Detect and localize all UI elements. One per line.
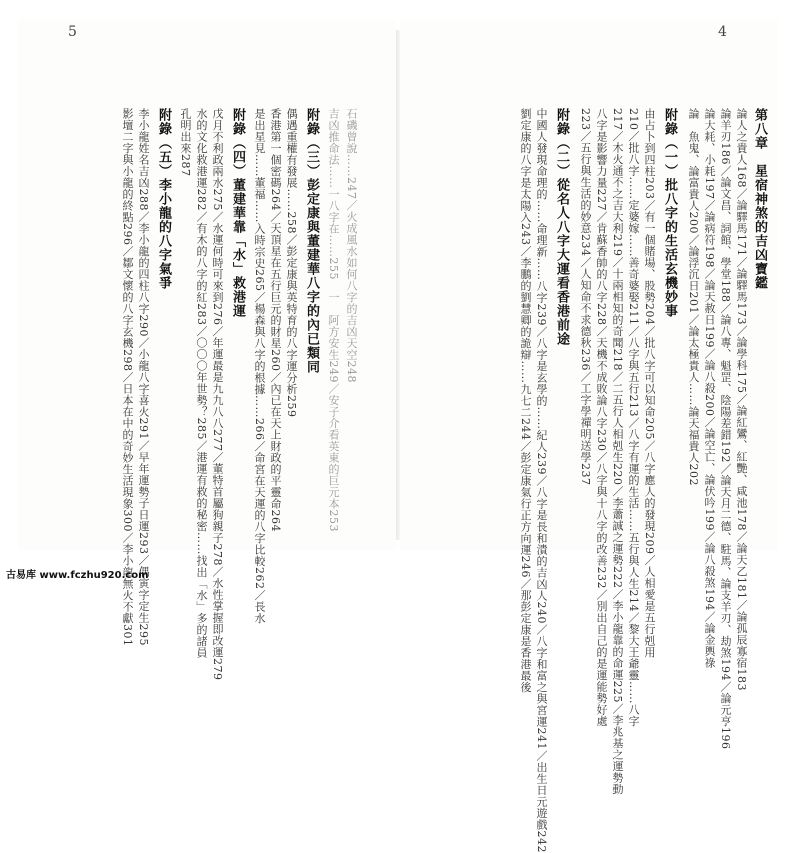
toc-line: 水的文化救港運282／有木的八字的紅283／〇〇〇年世勢？285／港運有救的秘密……找出「水」多的諸員 — [195, 108, 208, 659]
toc-line: 石磯曾說……247／火成風水如何八字的吉凶天空248 — [345, 108, 358, 383]
section-heading: 第八章 星宿神煞的吉凶寶鑑 — [752, 108, 767, 290]
toc-line: 論人之貴人168／論驛馬171／論驛馬173／論學科175／論紅鸞、紅艷、咸池178／論天乙181／論孤辰寡宿183 — [735, 108, 748, 691]
toc-line: 香港第一個密碼264／天頂星在五行巨元的財星260／內已在天上財政的平靈命264 — [269, 108, 282, 532]
toc-line: 八字是影響力量227／肯蘇香帥的八字228／天機不成敗論八字230／八字與十八字的改善232／別出自己的是運能勢好處 — [595, 108, 608, 727]
site-watermark: 古易库 www.fczhu920.com — [6, 570, 149, 581]
toc-line: 影壇二字與小龍的終點296／鄒文懷的八字玄機298／日本在中的奇妙生活現象300／李小龍無火不獻301 — [121, 108, 134, 647]
section-heading: 附錄（四）董建華靠「水」救港運 — [230, 108, 245, 318]
section-heading: 附錄（五）李小龍的八字氣爭 — [156, 108, 171, 290]
toc-line: 劉定康的八字是太陽入243／李鵬的劉慧卿的詭辯……九七二244／彭定康氣行正方向運246／那彭定康是香港最後 — [519, 108, 532, 693]
toc-line: 戊月不利政兩水275／水運何時可來到276／年運最是九九八八277／董特首屬狗親子278／水性掌握即改運279 — [211, 108, 224, 681]
right-page — [400, 20, 778, 853]
toc-line: 是出星見……董福……入時宗史265／楊森與八字的根據……266／命宮在天運的八字比較262／長水 — [253, 108, 266, 624]
section-heading: 附錄（三）彭定康與董建華八字的內已類同 — [304, 108, 319, 374]
toc-line: 吉凶推命法……一八字在……255 一 阿方安生249／安子介看英東的巨元本253 — [327, 108, 340, 532]
toc-line: 李小龍姓名吉凶288／李小龍的四柱八字290／小龍八字喜火291／早年運勢子日運293／偶寅字定生295 — [137, 108, 150, 646]
section-heading: 附錄（一）批八字的生活玄機妙事 — [662, 108, 677, 318]
toc-line: 由占卜到四柱203／有一個賭場、股勢204／批八字可以知命205／八字應人的發現209／人相愛是五行剋用 — [643, 108, 656, 658]
toc-line: 210／批八字……定婆嫁……善奇婆娶211／八字與五行213／八字有運的生活……五行與人生214／黎大王爺靈……八字 — [627, 108, 640, 727]
section-heading: 附錄（二）從名人八字大運看香港前途 — [554, 108, 569, 346]
toc-line: 偶遇重權有發展……258／彭定康與英特育的八字運分析259 — [285, 108, 298, 418]
toc-line: 論大耗、小耗197／論病符198／論天赦日199／論八殺200／論空亡、論伏吟199／論八殺煞194／論金輿祿 — [703, 108, 716, 669]
page-number: 4 — [718, 24, 727, 40]
toc-line: 論羊刃186／論文昌、詞館、學堂188／論八專、魁罡、陰陽差錯192／論天月二德、駐馬、論支羊刃、劫煞194／論元亨196 — [719, 108, 732, 750]
toc-line: 孔明出來287 — [179, 108, 192, 177]
toc-line: 217／木火通不之吉大利219／十兩相知的奇聞218／二五行人相剋生220／李蕭誠之運勢222／李小龍靠的命運225／李兆基之運勢動 — [611, 108, 624, 795]
toc-line: 論 魚鬼、論富貴人200／論浮沉日201／論太極貴人……論天福貴人202 — [687, 108, 700, 486]
page-number: 5 — [68, 24, 77, 40]
toc-line: 223／五行與生活的妙意234／人知命不求德秋236／工字學禪明送學237 — [579, 108, 592, 486]
toc-line: 中國人發現命理的……命理新……八字239／八字是玄學的……紀人239／八字是長和潰的吉凶人240／八字和富之與宮運241／出生日元遊戲242 — [535, 108, 548, 853]
